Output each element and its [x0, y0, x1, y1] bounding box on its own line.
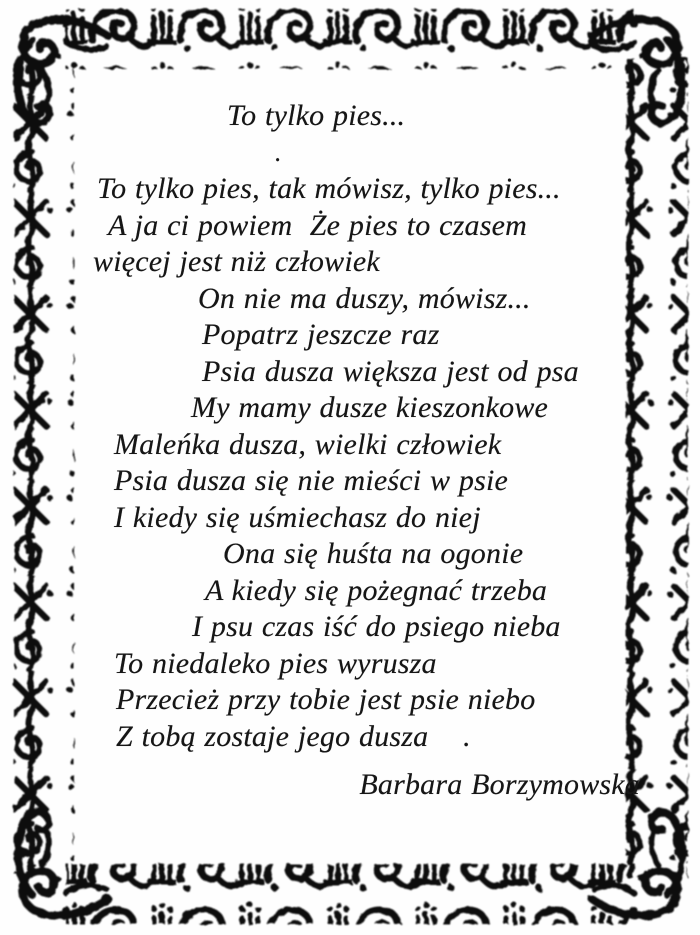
poem-line: To tylko pies, tak mówisz, tylko pies...	[97, 172, 561, 205]
poem-line: Popatrz jeszcze raz	[202, 318, 440, 351]
poem-line: On nie ma duszy, mówisz...	[198, 281, 531, 315]
poem-line: Z tobą zostaje jego dusza .	[116, 719, 471, 753]
title-dot-mark: .	[275, 137, 282, 167]
poem-line: Psia dusza się nie mieści w psie	[114, 464, 509, 497]
author-name: Barbara Borzymowska	[359, 768, 640, 801]
poem-line: I kiedy się uśmiechasz do niej	[114, 500, 481, 534]
poem-title: To tylko pies...	[227, 99, 406, 132]
poem-line: A kiedy się pożegnać trzeba	[205, 573, 548, 607]
poem-line: Ona się huśta na ogonie	[223, 537, 524, 570]
poem-line: Maleńka dusza, wielki człowiek	[114, 427, 502, 461]
poem-line: My mamy dusze kieszonkowe	[191, 391, 549, 424]
poem-lines	[90, 171, 642, 755]
poem-line: I psu czas iść do psiego nieba	[192, 610, 561, 643]
poem-line: Przecież przy tobie jest psie niebo	[116, 683, 536, 716]
poem	[90, 98, 642, 804]
poem-line: A ja ci powiem Że pies to czasem	[108, 208, 527, 242]
poem-line: więcej jest niż człowiek	[93, 245, 380, 278]
poem-line: To niedaleko pies wyrusza	[114, 646, 437, 680]
poem-line: Psia dusza większa jest od psa	[202, 354, 579, 388]
